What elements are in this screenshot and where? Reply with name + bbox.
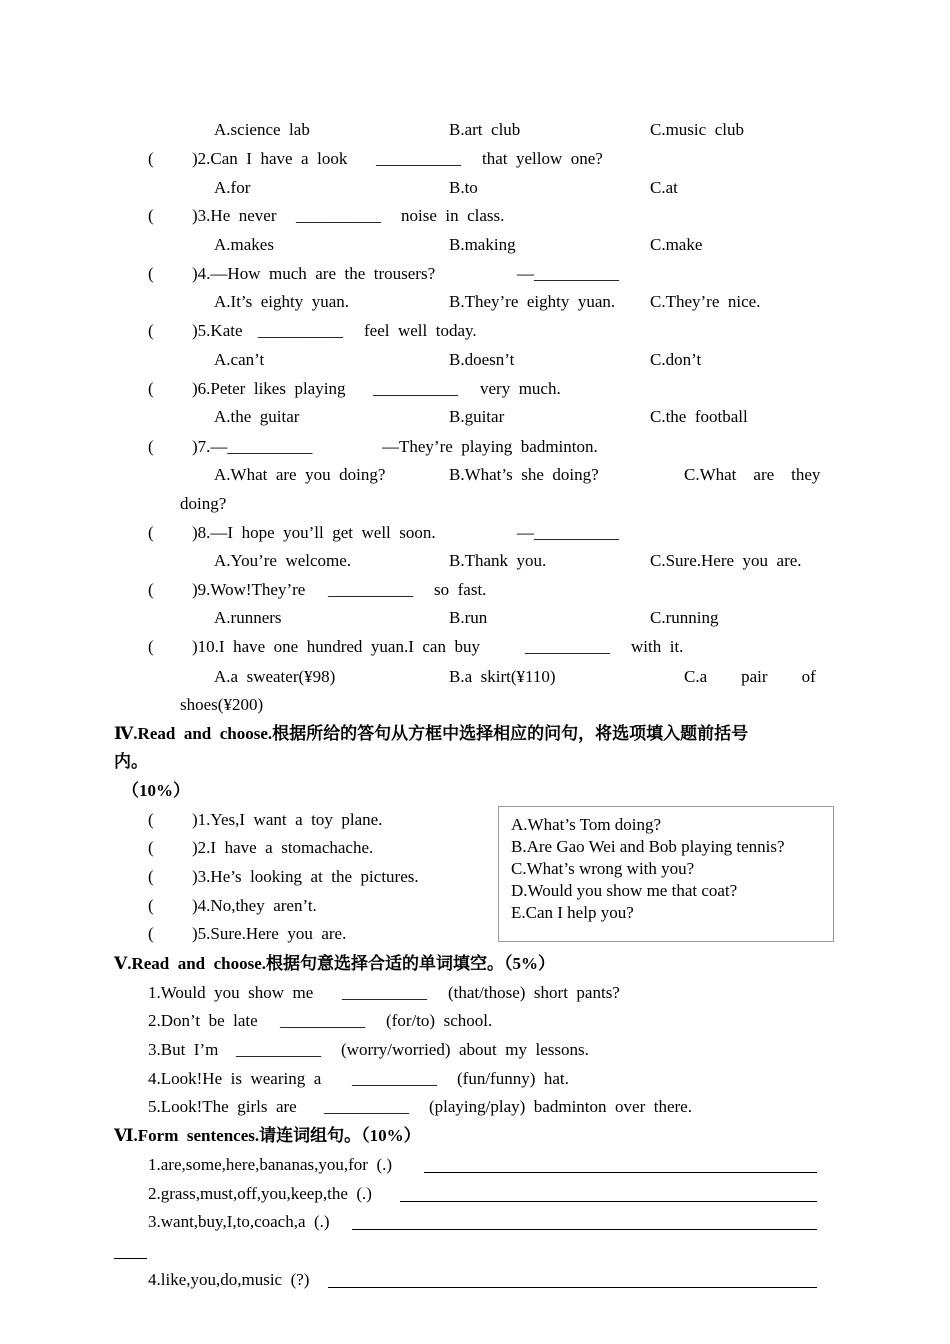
- answer-paren[interactable]: (: [148, 580, 154, 599]
- choice-c: C.What’s wrong with you?: [511, 859, 695, 878]
- section-4-title: Ⅳ.Read and choose.根据所给的答句从方框中选择相应的问句，将选项填入题前括号: [114, 724, 749, 743]
- answer-paren[interactable]: (: [148, 896, 154, 915]
- option-b: B.a skirt(¥110): [449, 667, 556, 686]
- fill-sentence-after: (playing/play) badminton over there.: [429, 1097, 692, 1116]
- question-text-after: feel well today.: [364, 321, 477, 340]
- option-a: A.runners: [214, 608, 282, 627]
- answer-paren[interactable]: (: [148, 379, 154, 398]
- question-text-after: very much.: [480, 379, 561, 398]
- answer-line[interactable]: [400, 1201, 817, 1202]
- blank[interactable]: __________: [373, 379, 458, 398]
- blank[interactable]: __________: [342, 983, 427, 1002]
- question-text: )4.—How much are the trousers?: [192, 264, 436, 283]
- answer-paren[interactable]: (: [148, 637, 154, 656]
- option-b: B.What’s she doing?: [449, 465, 599, 484]
- word-prompt: 3.want,buy,I,to,coach,a (.): [148, 1212, 330, 1231]
- question-text: )6.Peter likes playing: [192, 379, 346, 398]
- section-4-score: （10%）: [122, 781, 190, 800]
- option-a: A.You’re welcome.: [214, 551, 352, 570]
- section-6-title: Ⅵ.Form sentences.请连词组句。（10%）: [114, 1126, 421, 1145]
- blank[interactable]: —__________: [517, 264, 619, 283]
- answer-line[interactable]: [352, 1229, 817, 1230]
- fill-sentence-after: (that/those) short pants?: [448, 983, 620, 1002]
- option-c: C.running: [650, 608, 719, 627]
- blank[interactable]: __________: [328, 580, 413, 599]
- choice-e: E.Can I help you?: [511, 903, 634, 922]
- fill-sentence: 1.Would you show me: [148, 983, 314, 1002]
- option-b: B.guitar: [449, 407, 505, 426]
- blank[interactable]: __________: [525, 637, 610, 656]
- option-c-wrap: shoes(¥200): [180, 695, 264, 714]
- question-text-after: —They’re playing badminton.: [382, 437, 598, 456]
- option-a: A.for: [214, 178, 251, 197]
- question-text: )3.He never: [192, 206, 277, 225]
- blank[interactable]: __________: [236, 1040, 321, 1059]
- blank[interactable]: __________: [258, 321, 343, 340]
- question-text: )8.—I hope you’ll get well soon.: [192, 523, 436, 542]
- answer-paren[interactable]: (: [148, 810, 154, 829]
- word-prompt: 2.grass,must,off,you,keep,the (.): [148, 1184, 372, 1203]
- answer-sentence: )5.Sure.Here you are.: [192, 924, 347, 943]
- question-text-after: with it.: [631, 637, 684, 656]
- option-b: B.run: [449, 608, 488, 627]
- option-b: B.making: [449, 235, 516, 254]
- option-c: C.Sure.Here you are.: [650, 551, 802, 570]
- fill-sentence-after: (fun/funny) hat.: [457, 1069, 569, 1088]
- question-text-after: noise in class.: [401, 206, 505, 225]
- question-text-after: so fast.: [434, 580, 487, 599]
- choice-d: D.Would you show me that coat?: [511, 881, 738, 900]
- blank[interactable]: __________: [376, 149, 461, 168]
- answer-paren[interactable]: (: [148, 523, 154, 542]
- option-a: A.What are you doing?: [214, 465, 386, 484]
- section-5-title: Ⅴ.Read and choose.根据句意选择合适的单词填空。（5%）: [114, 954, 556, 973]
- answer-sentence: )4.No,they aren’t.: [192, 896, 317, 915]
- q1-option-b: B.art club: [449, 120, 521, 139]
- fill-sentence: 4.Look!He is wearing a: [148, 1069, 322, 1088]
- question-text: )10.I have one hundred yuan.I can buy: [192, 637, 480, 656]
- answer-paren[interactable]: (: [148, 437, 154, 456]
- option-b: B.doesn’t: [449, 350, 515, 369]
- option-a: A.the guitar: [214, 407, 300, 426]
- answer-paren[interactable]: (: [148, 321, 154, 340]
- question-text: )7.—__________: [192, 437, 313, 456]
- fill-sentence: 3.But I’m: [148, 1040, 219, 1059]
- q1-option-a: A.science lab: [214, 120, 310, 139]
- answer-sentence: )3.He’s looking at the pictures.: [192, 867, 419, 886]
- option-a: A.It’s eighty yuan.: [214, 292, 350, 311]
- question-text: )5.Kate: [192, 321, 243, 340]
- answer-paren[interactable]: (: [148, 264, 154, 283]
- option-c: C.What are they: [684, 465, 821, 484]
- answer-paren[interactable]: (: [148, 838, 154, 857]
- option-c: C.at: [650, 178, 678, 197]
- question-choice-box: [498, 806, 834, 942]
- word-prompt: 1.are,some,here,bananas,you,for (.): [148, 1155, 393, 1174]
- question-text: )2.Can I have a look: [192, 149, 348, 168]
- q1-option-c: C.music club: [650, 120, 744, 139]
- answer-sentence: )2.I have a stomachache.: [192, 838, 374, 857]
- blank[interactable]: —__________: [517, 523, 619, 542]
- answer-line-wrap[interactable]: [114, 1258, 147, 1259]
- question-text-after: that yellow one?: [482, 149, 603, 168]
- option-a: A.a sweater(¥98): [214, 667, 336, 686]
- answer-sentence: )1.Yes,I want a toy plane.: [192, 810, 383, 829]
- option-b: B.Thank you.: [449, 551, 547, 570]
- option-b: B.They’re eighty yuan.: [449, 292, 616, 311]
- fill-sentence: 5.Look!The girls are: [148, 1097, 297, 1116]
- answer-paren[interactable]: (: [148, 149, 154, 168]
- fill-sentence: 2.Don’t be late: [148, 1011, 258, 1030]
- answer-paren[interactable]: (: [148, 206, 154, 225]
- question-text: )9.Wow!They’re: [192, 580, 306, 599]
- blank[interactable]: __________: [280, 1011, 365, 1030]
- choice-a: A.What’s Tom doing?: [511, 815, 662, 834]
- option-c: C.don’t: [650, 350, 702, 369]
- blank[interactable]: __________: [296, 206, 381, 225]
- option-c: C.a pair of: [684, 667, 816, 686]
- fill-sentence-after: (worry/worried) about my lessons.: [341, 1040, 589, 1059]
- option-b: B.to: [449, 178, 478, 197]
- section-4-title-wrap: 内。: [114, 752, 148, 771]
- answer-line[interactable]: [424, 1172, 817, 1173]
- answer-line[interactable]: [328, 1287, 817, 1288]
- choice-b: B.Are Gao Wei and Bob playing tennis?: [511, 837, 785, 856]
- fill-sentence-after: (for/to) school.: [386, 1011, 493, 1030]
- answer-paren[interactable]: (: [148, 924, 154, 943]
- option-c-wrap: doing?: [180, 494, 227, 513]
- option-a: A.can’t: [214, 350, 265, 369]
- blank[interactable]: __________: [352, 1069, 437, 1088]
- answer-paren[interactable]: (: [148, 867, 154, 886]
- option-c: C.They’re nice.: [650, 292, 761, 311]
- blank[interactable]: __________: [324, 1097, 409, 1116]
- option-a: A.makes: [214, 235, 274, 254]
- option-c: C.make: [650, 235, 703, 254]
- word-prompt: 4.like,you,do,music (?): [148, 1270, 310, 1289]
- option-c: C.the football: [650, 407, 748, 426]
